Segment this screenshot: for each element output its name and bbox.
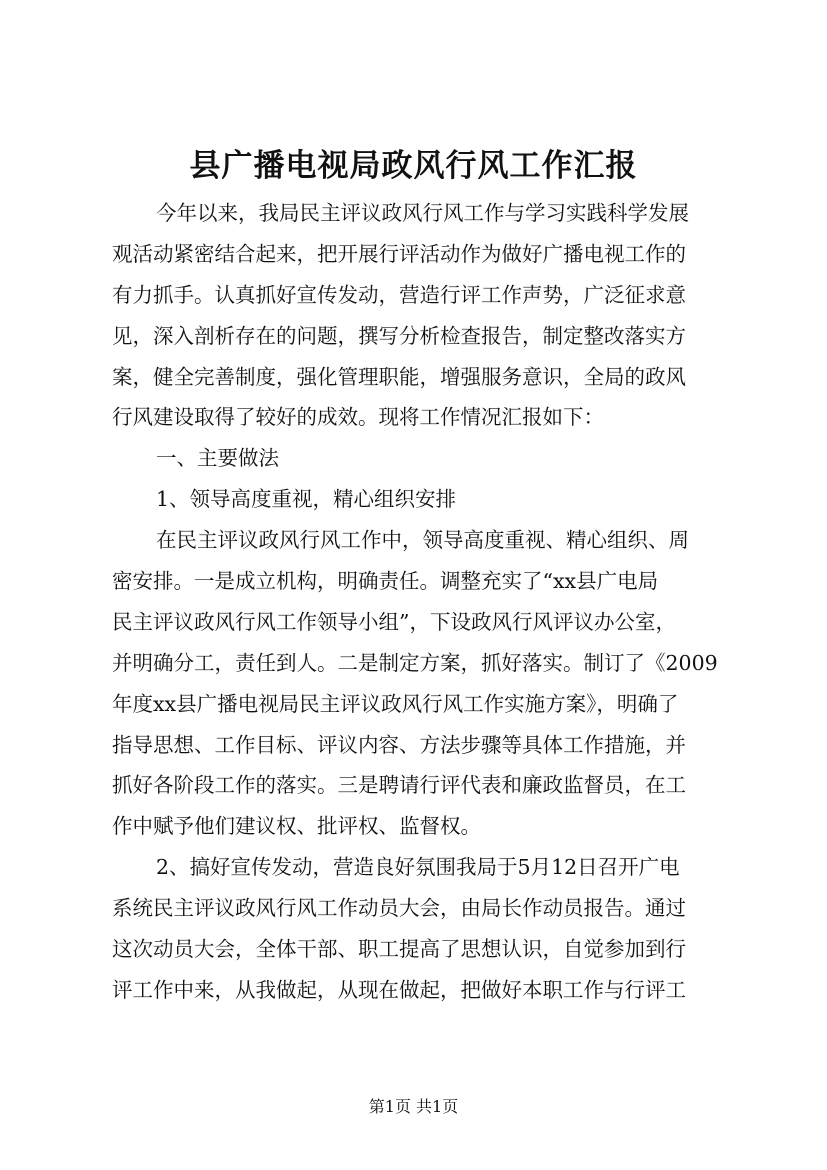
paragraph-line: 观活动紧密结合起来，把开展行评活动作为做好广播电视工作的 xyxy=(112,241,686,266)
paragraph-line: 抓好各阶段工作的落实。三是聘请行评代表和廉政监督员，在工 xyxy=(112,773,686,798)
paragraph-line: 在民主评议政风行风工作中，领导高度重视、精心组织、周 xyxy=(156,528,689,553)
subsection-heading: 1、领导高度重视，精心组织安排 xyxy=(156,487,457,512)
paragraph-line: 并明确分工，责任到人。二是制定方案，抓好落实。制订了《2009 xyxy=(112,650,718,675)
document-title: 县广播电视局政风行风工作汇报 xyxy=(189,148,638,184)
page-number-footer: 第1页 共1页 xyxy=(368,1097,459,1116)
paragraph-line: 密安排。一是成立机构，明确责任。调整充实了“xx县广电局 xyxy=(112,569,659,594)
paragraph-line: 见，深入剖析存在的问题，撰写分析检查报告，制定整改落实方 xyxy=(112,323,686,348)
paragraph-line: 今年以来，我局民主评议政风行风工作与学习实践科学发展 xyxy=(156,201,689,225)
section-heading: 一、主要做法 xyxy=(156,446,279,471)
paragraph-line: 案，健全完善制度，强化管理职能，增强服务意识，全局的政风 xyxy=(112,364,686,389)
paragraph-line: 指导思想、工作目标、评议内容、方法步骤等具体工作措施，并 xyxy=(112,732,686,757)
paragraph-line: 年度xx县广播电视局民主评议政风行风工作实施方案》，明确了 xyxy=(112,691,679,716)
paragraph-line: 民主评议政风行风工作领导小组”，下设政风行风评议办公室， xyxy=(112,609,676,634)
paragraph-line: 有力抓手。认真抓好宣传发动，营造行评工作声势，广泛征求意 xyxy=(112,282,686,307)
paragraph-line: 2、搞好宣传发动，营造良好氛围我局于5月12日召开广电 xyxy=(156,855,680,880)
paragraph-line: 行风建设取得了较好的成效。现将工作情况汇报如下： xyxy=(112,405,604,430)
paragraph-line: 系统民主评议政风行风工作动员大会，由局长作动员报告。通过 xyxy=(112,896,686,921)
document-body xyxy=(112,193,724,1011)
paragraph-line: 作中赋予他们建议权、批评权、监督权。 xyxy=(112,814,481,839)
paragraph-line: 评工作中来，从我做起，从现在做起，把做好本职工作与行评工 xyxy=(112,977,686,1002)
paragraph-line: 这次动员大会，全体干部、职工提高了思想认识，自觉参加到行 xyxy=(112,937,686,962)
